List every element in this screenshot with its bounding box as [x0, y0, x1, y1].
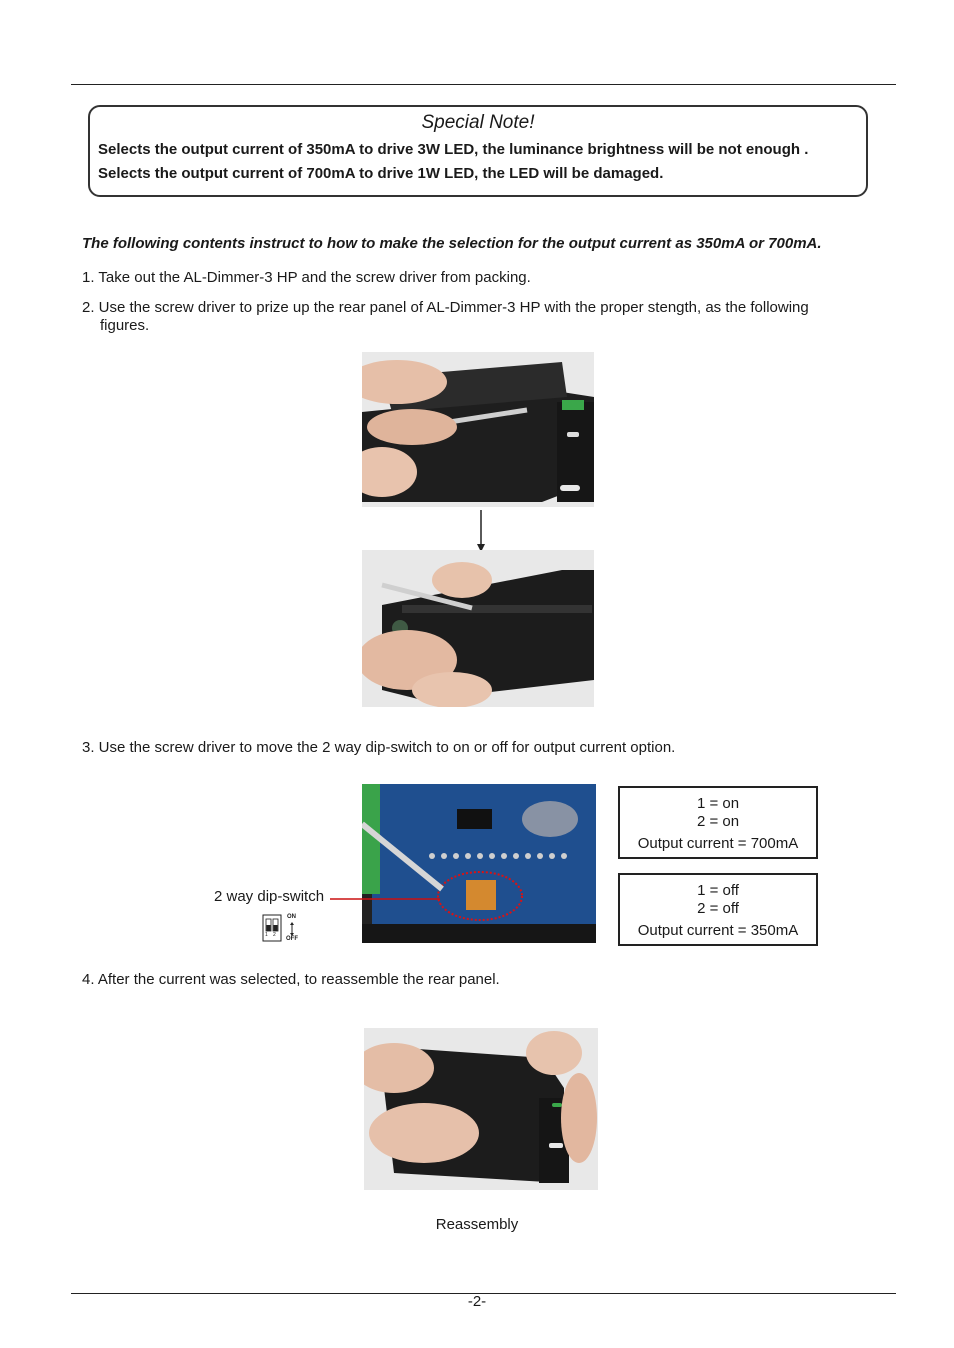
step-3: 3. Use the screw driver to move the 2 way dip-switch to on or off for output current option.	[82, 739, 676, 756]
dip-switch-label: 2 way dip-switch	[214, 888, 325, 905]
dip-number-2: 2	[273, 932, 276, 938]
arrow-down-icon	[474, 510, 488, 552]
option-700-current: Output current = 700mA	[637, 835, 799, 852]
dip-number-1: 1	[265, 932, 268, 938]
option-350-switch-1: 1 = off	[697, 882, 739, 899]
photo-dip-switch	[362, 784, 596, 943]
up-down-arrow-icon	[289, 922, 295, 936]
photo-reassembly	[364, 1028, 598, 1190]
option-350-current: Output current = 350mA	[637, 922, 799, 939]
dip-off-label: OFF	[286, 936, 298, 942]
top-rule	[71, 84, 896, 85]
dip-switch-icon	[262, 914, 302, 944]
option-box-700ma	[618, 786, 818, 859]
photo-pry-panel-1	[362, 352, 594, 507]
note-line-2: Selects the output current of 700mA to drive 1W LED, the LED will be damaged.	[98, 165, 664, 182]
intro-text: The following contents instruct to how to make the selection for the output current as 350mA or 700mA.	[82, 235, 822, 252]
dip-on-label: ON	[287, 914, 296, 920]
photo-pry-panel-2	[362, 550, 594, 707]
option-700-switch-1: 1 = on	[696, 795, 740, 812]
note-line-1: Selects the output current of 350mA to drive 3W LED, the luminance brightness will be not enough .	[98, 141, 809, 158]
photo-caption: Reassembly	[435, 1216, 519, 1233]
step-4: 4. After the current was selected, to reassemble the rear panel.	[82, 971, 500, 988]
page-number: -2-	[467, 1293, 487, 1310]
step-2-continued: figures.	[100, 317, 150, 334]
note-title: Special Note!	[421, 112, 535, 133]
step-2: 2. Use the screw driver to prize up the rear panel of AL-Dimmer-3 HP with the proper stength, as the following	[82, 299, 809, 316]
leader-line	[330, 896, 440, 902]
option-700-switch-2: 2 = on	[696, 813, 740, 830]
option-350-switch-2: 2 = off	[697, 900, 739, 917]
option-box-350ma	[618, 873, 818, 946]
special-note-box	[88, 105, 868, 197]
step-1: 1. Take out the AL-Dimmer-3 HP and the screw driver from packing.	[82, 269, 531, 286]
